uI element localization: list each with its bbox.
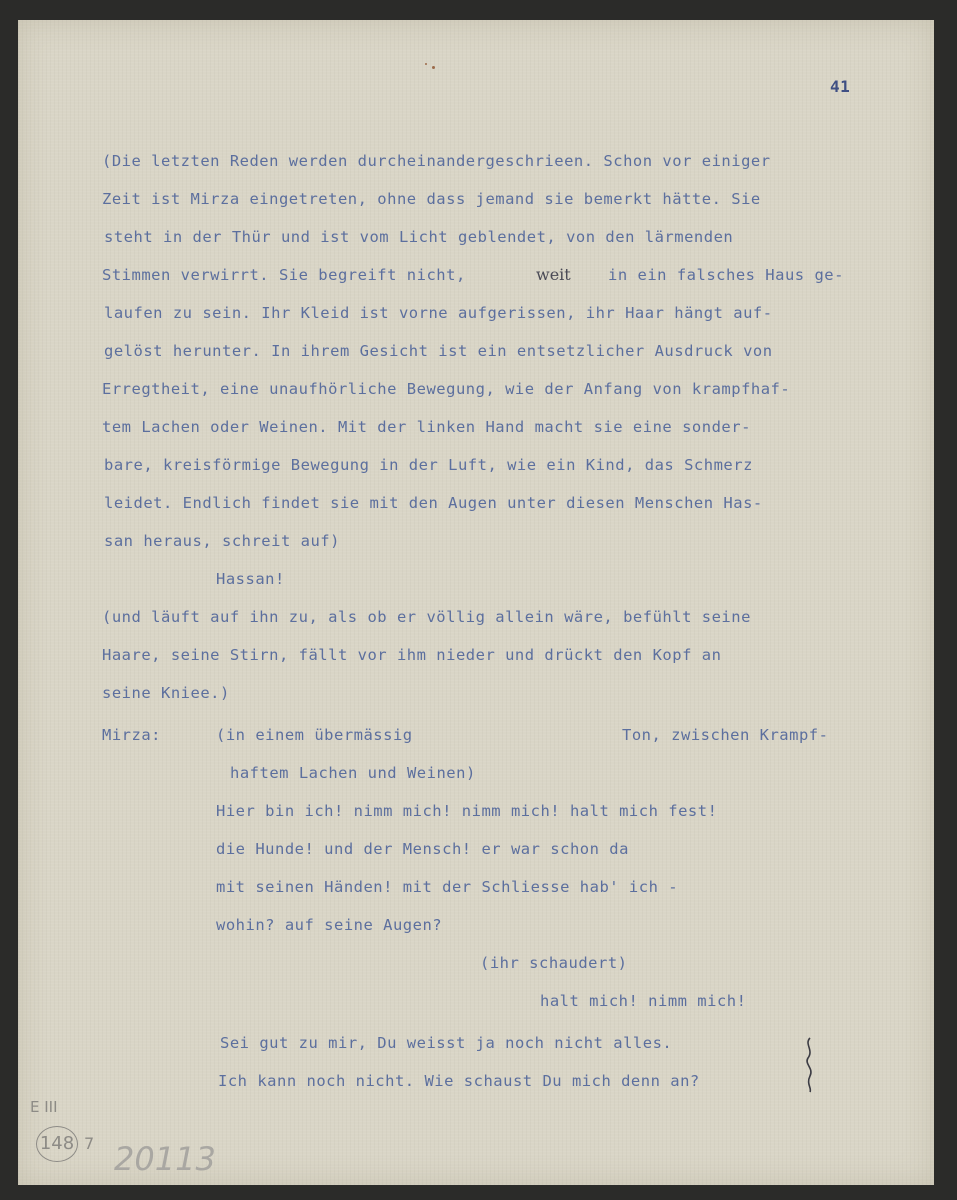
dialogue-line: wohin? auf seine Augen? — [216, 916, 443, 934]
text-line: seine Kniee.) — [102, 684, 230, 702]
stage-direction: haftem Lachen und Weinen) — [230, 764, 476, 782]
stage-direction: (ihr schaudert) — [480, 954, 628, 972]
curly-brace-mark — [798, 1036, 822, 1094]
text-line: laufen zu sein. Ihr Kleid ist vorne aufgerissen, ihr Haar hängt auf- — [104, 304, 773, 322]
text-line: tem Lachen oder Weinen. Mit der linken Hand macht sie eine sonder- — [102, 418, 751, 436]
speaker-name: Mirza: — [102, 726, 161, 744]
pencil-inventory-number: 20113 — [114, 1140, 216, 1178]
dialogue-line: mit seinen Händen! mit der Schliesse hab' ich - — [216, 878, 679, 896]
stage-direction: Ton, zwischen Krampf- — [622, 726, 829, 744]
dialogue-line: Ich kann noch nicht. Wie schaust Du mich denn an? — [218, 1072, 700, 1090]
dialogue-line: halt mich! nimm mich! — [540, 992, 747, 1010]
handwritten-insert: weit — [536, 265, 571, 284]
text-line: Erregtheit, eine unaufhörliche Bewegung, wie der Anfang von krampfhaf- — [102, 380, 791, 398]
page-number: 41 — [830, 77, 851, 96]
text-line: steht in der Thür und ist vom Licht geblendet, von den lärmenden — [104, 228, 734, 246]
text-line: Stimmen verwirrt. Sie begreift nicht, — [102, 266, 466, 284]
circled-archive-number: 148 — [36, 1126, 78, 1162]
text-line: in ein falsches Haus ge- — [608, 266, 844, 284]
text-line: (und läuft auf ihn zu, als ob er völlig allein wäre, befühlt seine — [102, 608, 751, 626]
speaker-cue: Hassan! — [216, 570, 285, 588]
paper-stain — [425, 63, 427, 65]
text-line: Zeit ist Mirza eingetreten, ohne dass jemand sie bemerkt hätte. Sie — [102, 190, 761, 208]
text-line: gelöst herunter. In ihrem Gesicht ist ein entsetzlicher Ausdruck von — [104, 342, 773, 360]
text-line: san heraus, schreit auf) — [104, 532, 340, 550]
dialogue-line: Sei gut zu mir, Du weisst ja noch nicht alles. — [220, 1034, 673, 1052]
archive-signature: E III — [30, 1098, 58, 1116]
stage-direction: (in einem übermässig — [216, 726, 413, 744]
text-line: (Die letzten Reden werden durcheinandergeschrieen. Schon vor einiger — [102, 152, 771, 170]
text-line: leidet. Endlich findet sie mit den Augen unter diesen Menschen Has- — [104, 494, 763, 512]
dialogue-line: Hier bin ich! nimm mich! nimm mich! halt mich fest! — [216, 802, 718, 820]
text-line: bare, kreisförmige Bewegung in der Luft, wie ein Kind, das Schmerz — [104, 456, 753, 474]
archive-suffix: 7 — [84, 1134, 95, 1153]
paper-stain — [432, 66, 435, 69]
text-line: Haare, seine Stirn, fällt vor ihm nieder und drückt den Kopf an — [102, 646, 722, 664]
dialogue-line: die Hunde! und der Mensch! er war schon da — [216, 840, 629, 858]
